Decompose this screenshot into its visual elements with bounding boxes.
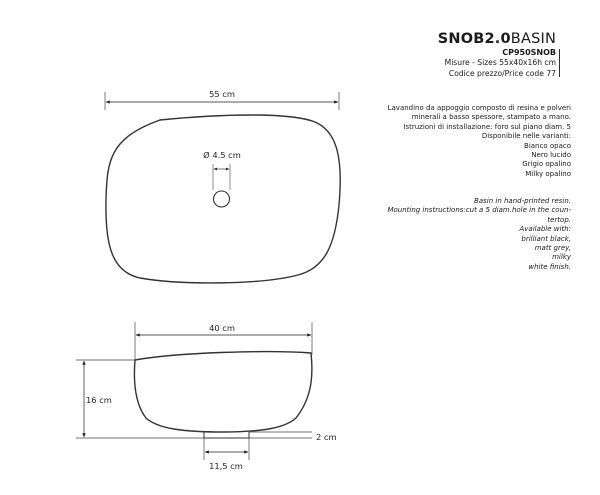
title-bold: SNOB2.0 [437,31,511,47]
price-code: Codice prezzo/Price code 77 [448,68,556,78]
side-view [76,322,337,471]
drain-base [204,432,249,438]
basin-top-outline [106,115,340,283]
product-code: CP950SNOB [502,48,556,57]
desc-it-line: Bianco opaco [524,141,571,150]
desc-en-line: tertop. [547,215,571,224]
desc-it-line: Disponibile nelle varianti: [481,132,571,141]
drain-hole [214,191,230,207]
drain-width-label: 11,5 cm [209,461,243,471]
desc-en-line: matt grey, [534,244,571,253]
drain-diameter-label: Ø 4.5 cm [203,150,241,160]
desc-en-line: white finish. [528,262,571,271]
desc-en-line: brilliant black, [521,234,571,243]
product-sizes: Misure - Sizes 55x40x16h cm [444,58,556,68]
basin-side-outline [134,352,312,432]
desc-it-line: Grigio opalino [522,160,571,169]
base-label: 2 cm [316,432,337,442]
desc-en-line: Available with: [519,225,571,234]
desc-en-line: Basin in hand-printed resin. [474,197,571,205]
title-light: BASIN [510,31,556,47]
desc-it-line: Istruzioni di installazione: foro sul piano diam. 5 [403,122,571,131]
desc-en-line: milky [552,253,571,262]
width-label: 55 cm [209,89,235,99]
top-view [105,89,340,283]
depth-label: 40 cm [209,323,235,333]
desc-it-line: Nero lucido [531,151,571,160]
desc-en-line: Mounting instructions:cut a 5 diam.hole in the coun- [387,206,571,215]
desc-it-line: minerali a basso spessore, stampato a mano. [411,113,571,122]
desc-it-line: Milky opalino [525,169,571,178]
height-label: 16 cm [86,395,112,405]
desc-it-line: Lavandino da appoggio composto di resina e polveri [387,104,571,112]
